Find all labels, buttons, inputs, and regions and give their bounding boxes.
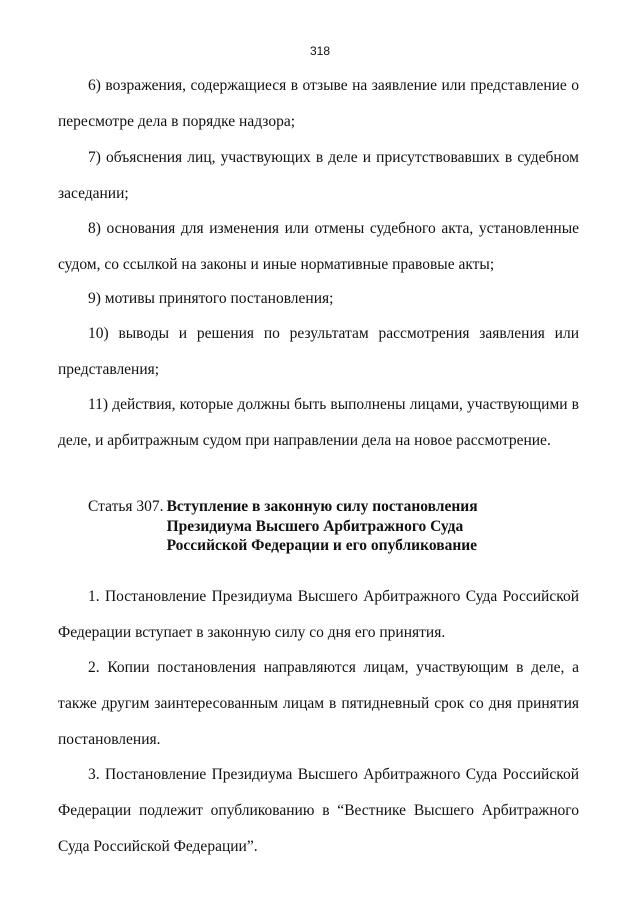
paragraph-item-9: 9) мотивы принятого постановления; [88, 290, 334, 307]
page-number: 318 [309, 44, 331, 58]
article-title-line: Вступление в законную силу постановления [166, 498, 478, 515]
paragraph-item-8: 8) основания для изменения или отмены судебного акта, установленные судом, со ссылкой на законы и иные нормативные правовые акты; [58, 220, 579, 273]
article-title [167, 497, 478, 556]
article-heading [88, 497, 478, 556]
paragraph-clause-3: 3. Постановление Президиума Высшего Арбитражного Суда Российской Федерации подлежит опубликованию в “Вестнике Высшего Арбитражного Суда Российской Федерации”. [58, 766, 579, 855]
paragraph-item-7: 7) объяснения лиц, участвующих в деле и присутствовавших в судебном заседании; [58, 149, 579, 202]
article-title-line: Российской Федерации и его опубликование [166, 537, 478, 554]
paragraph-item-10: 10) выводы и решения по результатам рассмотрения заявления или представления; [58, 325, 579, 378]
paragraph-item-6: 6) возражения, содержащиеся в отзыве на заявление или представление о пересмотре дела в порядке надзора; [58, 77, 579, 130]
paragraph-clause-1: 1. Постановление Президиума Высшего Арбитражного Суда Российской Федерации вступает в законную силу со дня его принятия. [58, 588, 579, 641]
article-title-line: Президиума Высшего Арбитражного Суда [166, 517, 464, 535]
paragraph-clause-2: 2. Копии постановления направляются лицам, участвующим в деле, а также другим заинтересованным лицам в пятидневный срок со дня принятия постановления. [58, 659, 579, 748]
article-label: Статья 307. [88, 498, 164, 515]
paragraph-item-11: 11) действия, которые должны быть выполнены лицами, участвующими в деле, и арбитражным судом при направлении дела на новое рассмотрение. [58, 396, 579, 449]
